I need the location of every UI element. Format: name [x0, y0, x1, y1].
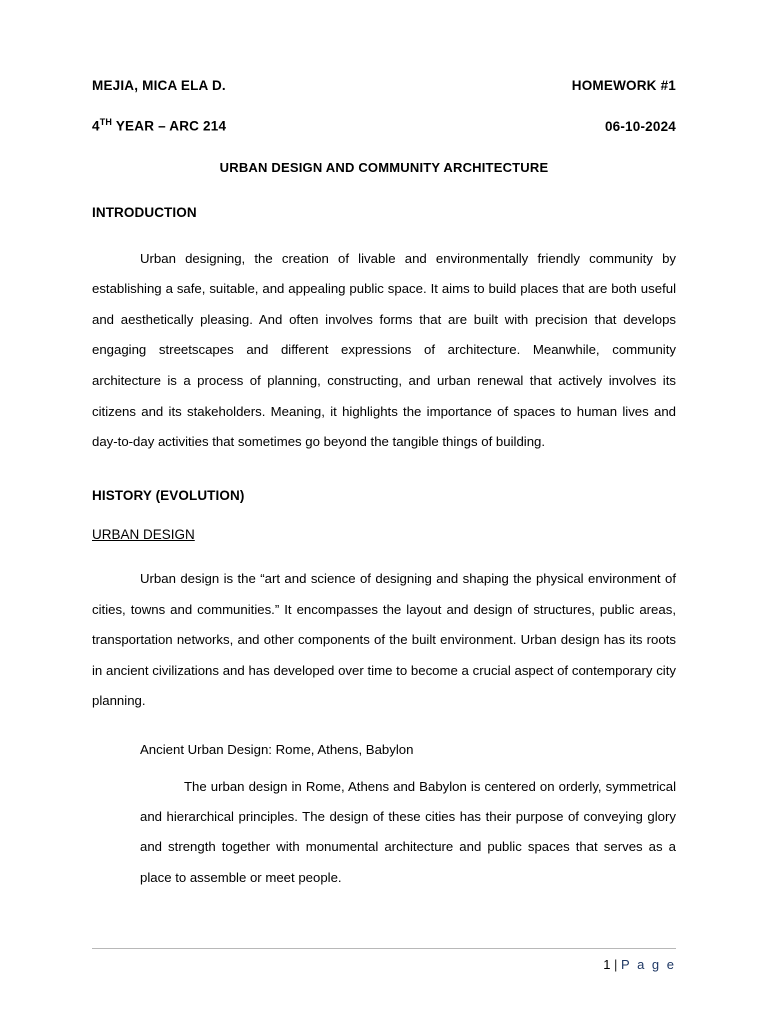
assignment-label: HOMEWORK #1 — [571, 78, 676, 93]
paragraph-ancient-urban-design: The urban design in Rome, Athens and Babylon is centered on orderly, symmetrical and hierarchical principles. The design of these cities has their purpose of conveying glory and strength together with monumental architecture and public spaces that serves as a place to assemble or meet people. — [140, 778, 676, 885]
footer-page-word: P a g e — [621, 957, 676, 972]
date-label: 06-10-2024 — [604, 118, 676, 134]
document-header-line-1 — [92, 78, 676, 93]
paragraph-urban-design: Urban design is the “art and science of designing and shaping the physical environment of cities, towns and communities.” It encompasses the layout and design of structures, public areas, transportation networks, and other components of the built environment. Urban design has its roots in ancient civilizations and has developed over time to become a crucial aspect of contemporary city planning. — [92, 570, 676, 709]
heading-history: HISTORY (EVOLUTION) — [92, 487, 245, 503]
course-year-ordinal: TH — [99, 117, 113, 127]
course-year-number: 4 — [92, 118, 100, 134]
footer-separator: | — [610, 957, 622, 972]
page-title: URBAN DESIGN AND COMMUNITY ARCHITECTURE — [219, 159, 549, 175]
heading-introduction: INTRODUCTION — [92, 204, 197, 220]
subheading-urban-design: URBAN DESIGN — [92, 526, 195, 542]
footer-page-number: 1 — [603, 957, 611, 972]
page-footer — [92, 948, 676, 972]
list-item-ancient-urban-design: Ancient Urban Design: Rome, Athens, Babylon — [140, 742, 414, 757]
course-label — [92, 117, 226, 134]
paragraph-introduction: Urban designing, the creation of livable and environmentally friendly community by establishing a safe, suitable, and appealing public space. It aims to build places that are both useful and aesthetically pleasing. And often involves forms that are built with precision that develops engaging streetscapes and different expressions of architecture. Meanwhile, community architecture is a process of planning, constructing, and urban renewal that actively involves its citizens and its stakeholders. Meaning, it highlights the importance of spaces to human lives and day-to-day activities that sometimes go beyond the tangible things of building. — [92, 250, 676, 450]
document-header-line-2 — [92, 117, 676, 134]
author-name: MEJIA, MICA ELA D. — [92, 78, 226, 93]
course-code: YEAR – ARC 214 — [112, 118, 227, 134]
